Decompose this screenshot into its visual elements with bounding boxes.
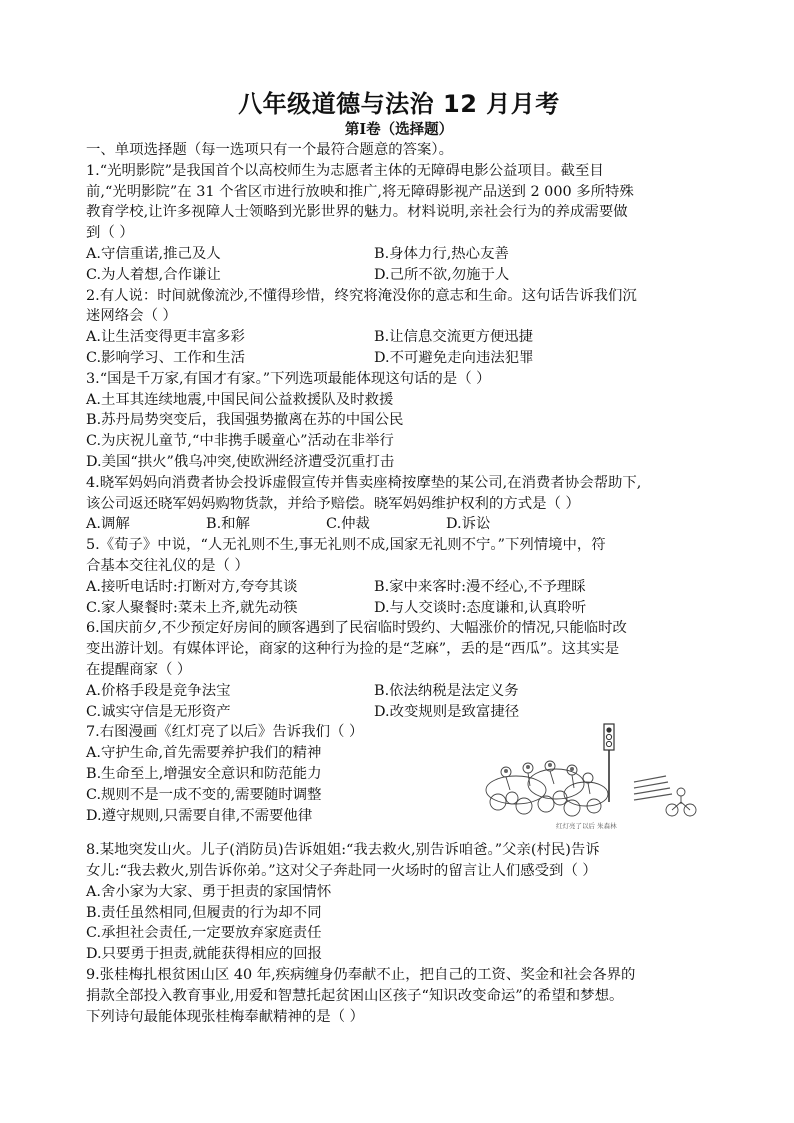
option-c[interactable]: C.承担社会责任,一定要放弃家庭责任 (86, 925, 322, 942)
question-stem-line: 女儿:“我去救火,别告诉你弟。”这对父子奔赴同一火场时的留言让人们感受到（ ） (86, 863, 597, 880)
question-7 (86, 722, 712, 831)
question-5 (86, 535, 712, 618)
question-stem-line: 教育学校,让许多视障人士领略到光影世界的魅力。材料说明,亲社会行为的养成需要做 (86, 204, 628, 221)
option-b[interactable]: B.依法纳税是法定义务 (374, 682, 519, 699)
question-stem-line: 合基本交往礼仪的是（ ） (86, 557, 249, 574)
option-d[interactable]: D.己所不欲,勿施于人 (374, 266, 510, 283)
option-a[interactable]: A.调解 (86, 516, 130, 533)
question-stem-line: 到（ ） (86, 225, 134, 242)
question-stem-line: 变出游计划。有媒体评论，商家的这种行为捡的是“芝麻”，丢的是“西瓜”。这其实是 (86, 641, 620, 658)
option-b[interactable]: B.责任虽然相同,但履责的行为却不同 (86, 904, 322, 921)
option-b[interactable]: B.家中来客时:漫不经心,不予理睬 (374, 578, 586, 595)
option-a[interactable]: A.舍小家为大家、勇于担责的家国情怀 (86, 883, 332, 900)
question-stem-line: 2.有人说：时间就像流沙,不懂得珍惜，终究将淹没你的意志和生命。这句话告诉我们沉 (86, 287, 637, 304)
cartoon-image (476, 722, 712, 832)
section-heading: 一、单项选择题（每一选项只有一个最符合题意的答案）。 (86, 142, 453, 158)
option-row (86, 327, 712, 348)
option-a[interactable]: A.土耳其连续地震,中国民间公益救援队及时救援 (86, 391, 394, 408)
option-b[interactable]: B.身体力行,热心友善 (374, 245, 509, 262)
option-row (86, 598, 712, 619)
option-a[interactable]: A.守信重诺,推己及人 (86, 245, 221, 262)
exam-title: 八年级道德与法治 12 月月考 (238, 90, 560, 118)
question-stem-line: 前,“光明影院”在 31 个省区市进行放映和推广,将无障碍影视产品送到 2 000 多所特殊 (86, 183, 634, 200)
question-4 (86, 473, 712, 535)
option-d[interactable]: D.改变规则是致富捷径 (374, 703, 520, 720)
option-c[interactable]: C.诚实守信是无形资产 (86, 703, 231, 720)
option-d[interactable]: D.美国“拱火”俄乌冲突,使欧洲经济遭受沉重打击 (86, 453, 395, 470)
question-8 (86, 840, 712, 965)
option-row (86, 244, 712, 265)
option-b[interactable]: B.苏丹局势突变后，我国强势撤离在苏的中国公民 (86, 412, 404, 429)
option-d[interactable]: D.与人交谈时:态度谦和,认真聆听 (374, 599, 587, 616)
question-stem-line: 6.国庆前夕,不少预定好房间的顾客遇到了民宿临时毁约、大幅涨价的情况,只能临时改 (86, 620, 627, 637)
question-stem-line: 下列诗句最能体现张桂梅奉献精神的是（ ） (86, 1008, 364, 1025)
option-row (86, 681, 712, 702)
question-2 (86, 286, 712, 369)
question-stem-line: 1.“光明影院”是我国首个以高校师生为志愿者主体的无障碍电影公益项目。截至目 (86, 162, 604, 179)
question-6 (86, 618, 712, 722)
question-1 (86, 161, 712, 286)
option-a[interactable]: A.价格手段是竞争法宝 (86, 682, 231, 699)
option-b[interactable]: B.让信息交流更方便迅捷 (374, 329, 534, 346)
cartoon-caption: 红灯亮了以后 朱森林 (556, 822, 617, 831)
question-stem-line: 3.“国是千万家,有国才有家。”下列选项最能体现这句话的是（ ） (86, 370, 491, 387)
option-a[interactable]: A.让生活变得更丰富多彩 (86, 329, 245, 346)
question-3 (86, 369, 712, 473)
option-d[interactable]: D.诉讼 (446, 516, 491, 533)
exam-subtitle: 第Ⅰ卷（选择题） (344, 121, 454, 138)
option-c[interactable]: C.规则不是一成不变的,需要随时调整 (86, 786, 322, 803)
option-row (86, 514, 712, 535)
question-stem-line: 5.《荀子》中说，“人无礼则不生,事无礼则不成,国家无礼则不宁。”下列情境中，符 (86, 537, 606, 554)
question-9 (86, 965, 712, 1027)
question-stem-line: 9.张桂梅扎根贫困山区 40 年,疾病缠身仍奉献不止，把自己的工资、奖金和社会各界的 (86, 967, 636, 984)
option-c[interactable]: C.仲裁 (326, 516, 370, 533)
option-b[interactable]: B.和解 (206, 516, 250, 533)
option-row (86, 577, 712, 598)
question-stem-line: 8.某地突发山火。儿子(消防员)告诉姐姐:“我去救火,别告诉咱爸。”父亲(村民)告诉 (86, 842, 600, 859)
question-stem-line: 迷网络会（ ） (86, 308, 177, 325)
option-a[interactable]: A.守护生命,首先需要养护我们的精神 (86, 745, 322, 762)
question-stem-line: 在提醒商家（ ） (86, 661, 192, 678)
option-d[interactable]: D.不可避免走向违法犯罪 (374, 349, 534, 366)
question-stem-line: 该公司返还晓军妈妈购物货款，并给予赔偿。晓军妈妈维护权利的方式是（ ） (86, 495, 580, 512)
option-d[interactable]: D.遵守规则,只需要自律,不需要他律 (86, 807, 313, 824)
option-b[interactable]: B.生命至上,增强安全意识和防范能力 (86, 765, 322, 782)
option-a[interactable]: A.接听电话时:打断对方,夸夸其谈 (86, 578, 298, 595)
exam-page (86, 88, 712, 1027)
option-c[interactable]: C.影响学习、工作和生活 (86, 349, 245, 366)
option-d[interactable]: D.只要勇于担责,就能获得相应的回报 (86, 946, 323, 963)
option-c[interactable]: C.家人聚餐时:菜未上齐,就先动筷 (86, 599, 298, 616)
option-row (86, 265, 712, 286)
option-row (86, 702, 712, 723)
question-stem-line: 4.晓军妈妈向消费者协会投诉虚假宣传并售卖座椅按摩垫的某公司,在消费者协会帮助下, (86, 474, 642, 491)
option-c[interactable]: C.为庆祝儿童节,“中非携手暖童心”活动在非举行 (86, 433, 394, 450)
option-c[interactable]: C.为人着想,合作谦让 (86, 266, 221, 283)
option-row (86, 348, 712, 369)
question-stem-line: 7.右图漫画《红灯亮了以后》告诉我们（ ） (86, 724, 364, 741)
question-stem-line: 捐款全部投入教育事业,用爱和智慧托起贫困山区孩子“知识改变命运”的希望和梦想。 (86, 987, 624, 1004)
